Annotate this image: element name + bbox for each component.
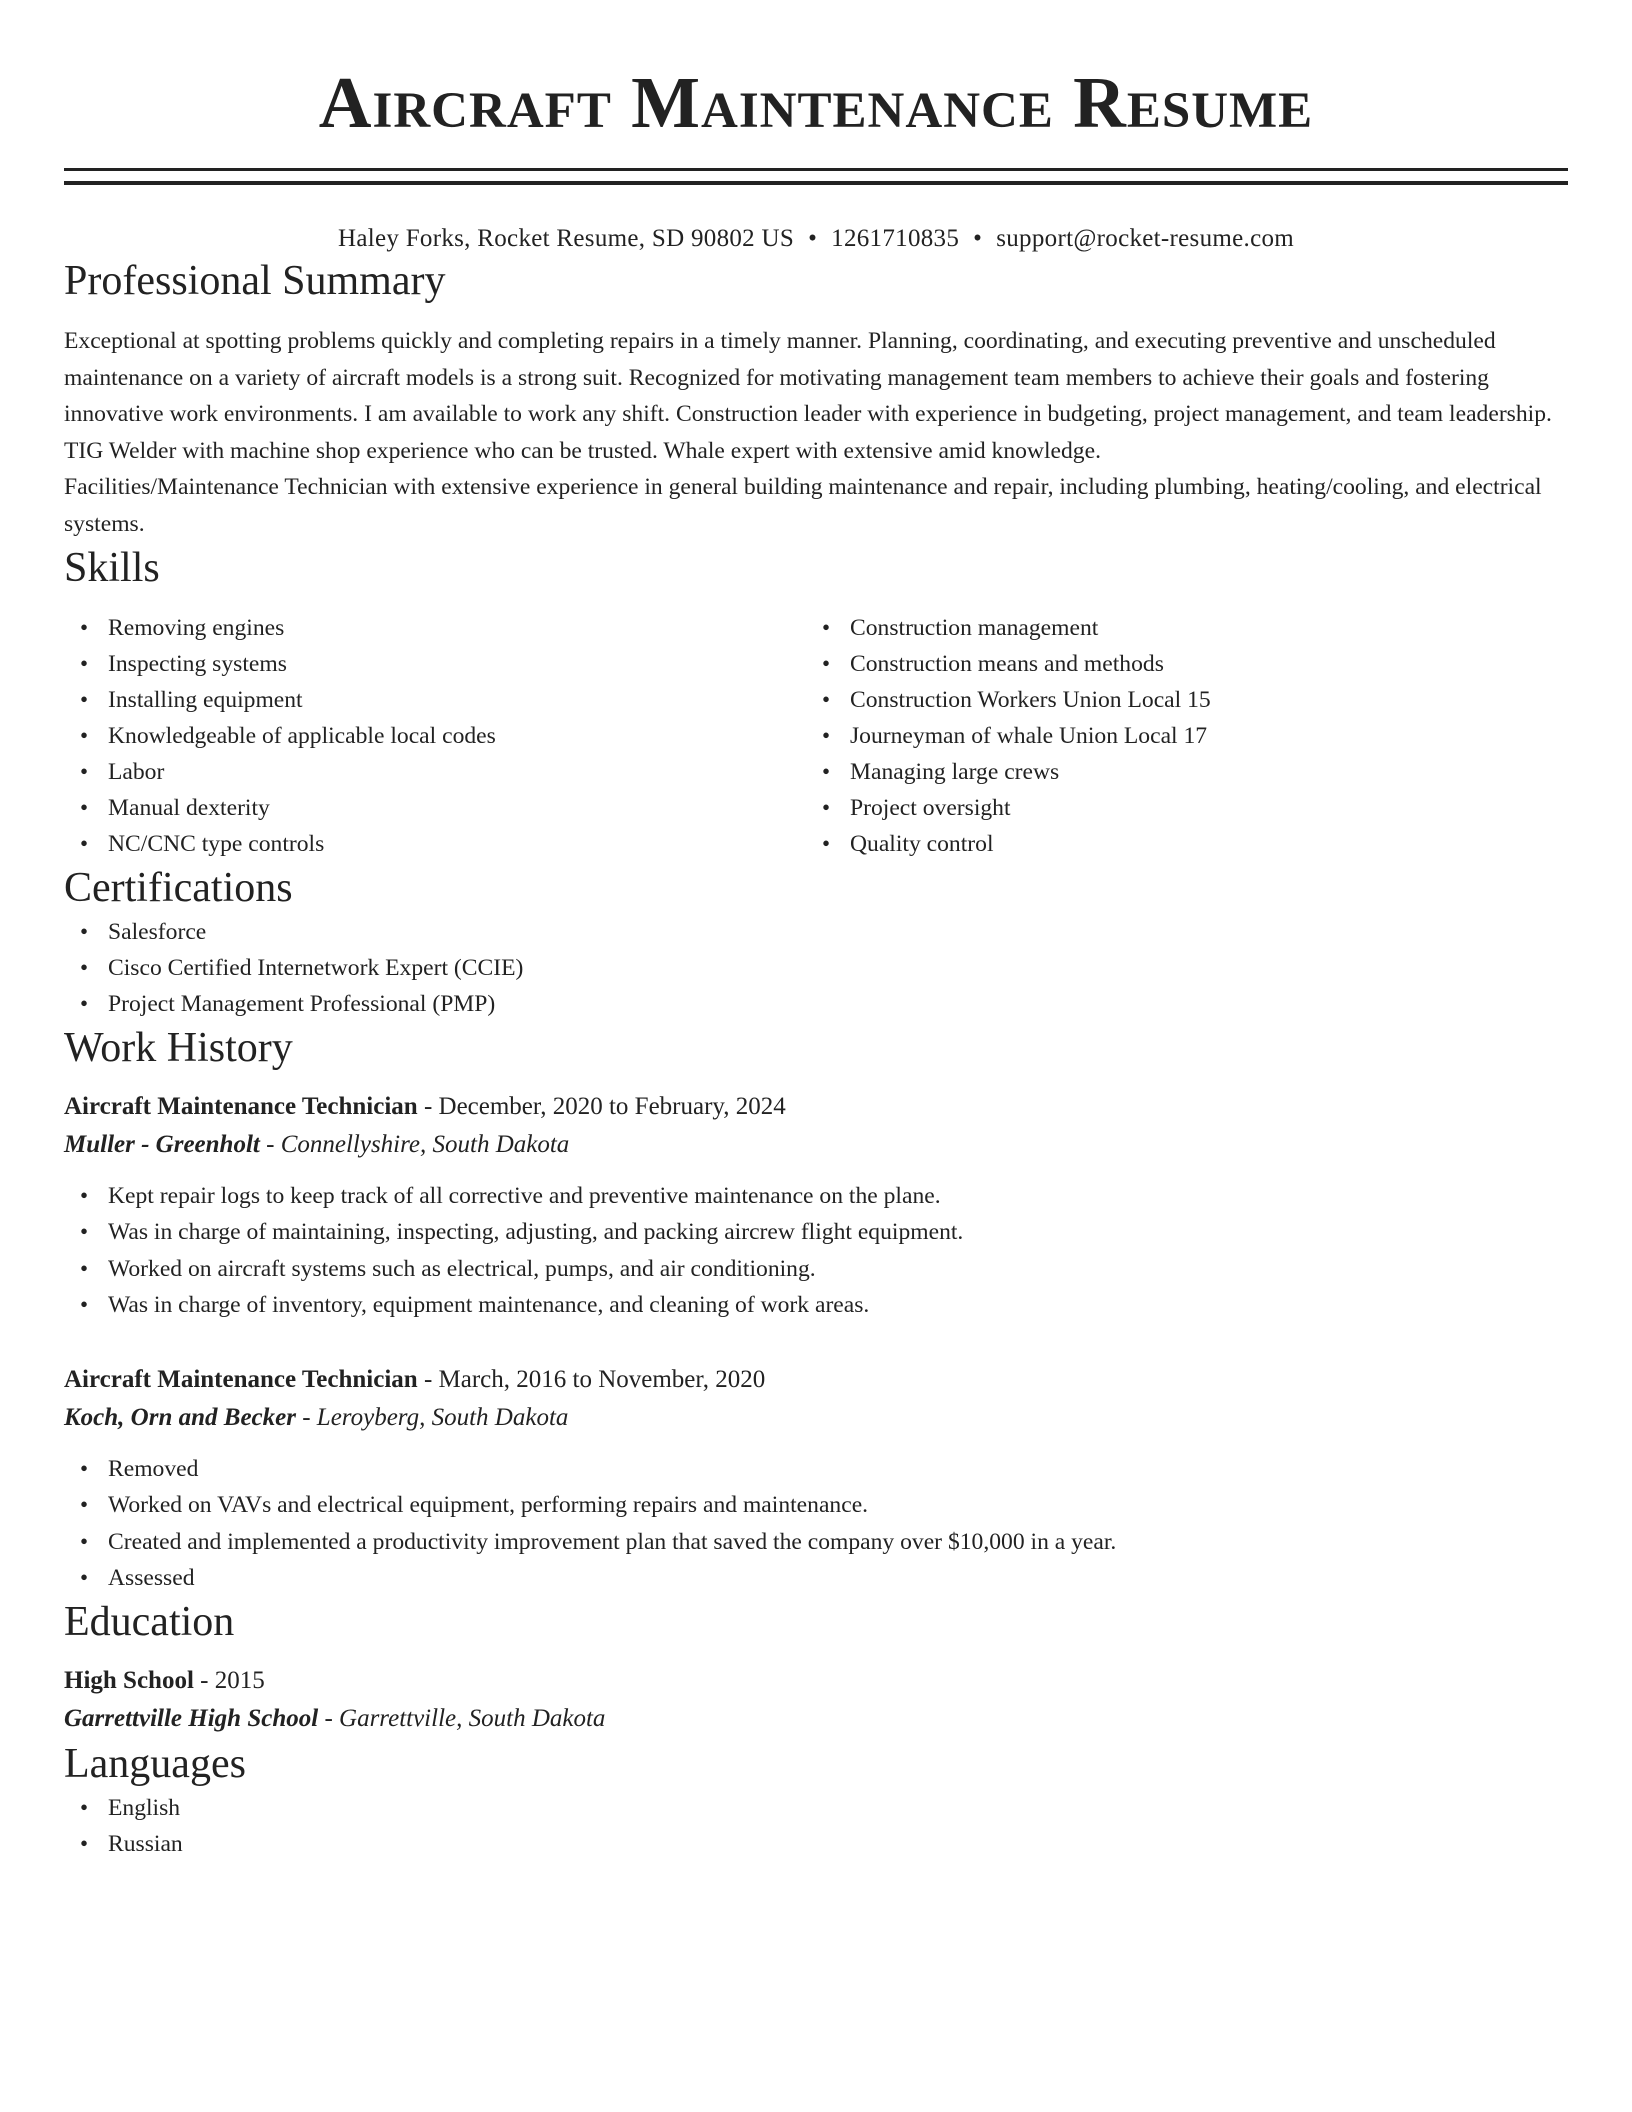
skill-item: • Knowledgeable of applicable local codes	[64, 718, 806, 754]
language-item: • Russian	[64, 1826, 1568, 1862]
job-duties-list	[64, 1178, 1568, 1323]
job-duty: • Created and implemented a productivity improvement plan that saved the company over $10,000 in a year.	[64, 1524, 1568, 1560]
education-school-line	[64, 1700, 1568, 1738]
skills-list-left	[64, 610, 806, 862]
job-duty: • Worked on VAVs and electrical equipment, performing repairs and maintenance.	[64, 1487, 1568, 1523]
job-title-line	[64, 1088, 1568, 1126]
job-company: Muller - Greenholt	[64, 1131, 260, 1158]
education-dash: -	[318, 1705, 340, 1733]
job-dates: December, 2020 to February, 2024	[438, 1093, 786, 1120]
skill-item: • Manual dexterity	[64, 790, 806, 826]
skills-list-right	[806, 610, 1548, 862]
resume-title: Aircraft Maintenance Resume	[318, 62, 1314, 143]
job-company: Koch, Orn and Becker	[64, 1404, 296, 1432]
job-duty: • Removed	[64, 1451, 1568, 1487]
skill-item: • Labor	[64, 754, 806, 790]
job-entry	[64, 1361, 1568, 1596]
job-location: Connellyshire, South Dakota	[280, 1131, 570, 1158]
skill-item: • Construction means and methods	[806, 646, 1548, 682]
education-year: 2015	[214, 1667, 265, 1695]
skill-item: • Managing large crews	[806, 754, 1548, 790]
job-dates: March, 2016 to November, 2020	[438, 1366, 766, 1394]
education-degree-line	[64, 1662, 1568, 1700]
language-item: • English	[64, 1790, 1568, 1826]
job-duty: • Worked on aircraft systems such as electrical, pumps, and air conditioning.	[64, 1251, 1568, 1287]
job-duty: • Was in charge of maintaining, inspecting, adjusting, and packing aircrew flight equipment.	[64, 1214, 1568, 1250]
summary-body	[64, 323, 1568, 542]
contact-email: support@rocket-resume.com	[996, 225, 1295, 252]
skill-item: • Quality control	[806, 826, 1548, 862]
contact-separator: •	[808, 225, 818, 252]
languages-heading: Languages	[64, 1741, 246, 1788]
job-dash: -	[259, 1131, 281, 1158]
summary-heading: Professional Summary	[64, 258, 446, 304]
job-entry	[64, 1088, 1568, 1323]
skill-item: • Project oversight	[806, 790, 1548, 826]
skill-item: • Removing engines	[64, 610, 806, 646]
certifications-heading: Certifications	[64, 865, 293, 911]
job-dash: -	[417, 1093, 439, 1120]
education-entry	[64, 1662, 1568, 1738]
skill-item: • Inspecting systems	[64, 646, 806, 682]
summary-paragraph: Exceptional at spotting problems quickly and completing repairs in a timely manner. Planning, coordinating, and executing preventive and unscheduled maintenance on a variety of aircraft models is a strong suit. Recognized for motivating management team members to achieve their goals and fostering innovative work environments. I am available to work any shift. Construction leader with experience in budgeting, project management, and team leadership. TIG Welder with machine shop experience who can be trusted. Whale expert with extensive amid knowledge.	[64, 328, 1552, 464]
job-duties-list	[64, 1451, 1568, 1596]
education-dash: -	[193, 1667, 215, 1695]
skill-item: • NC/CNC type controls	[64, 826, 806, 862]
job-title: Aircraft Maintenance Technician	[64, 1366, 418, 1394]
education-location: Garrettville, South Dakota	[339, 1705, 606, 1733]
skills-heading: Skills	[64, 545, 160, 591]
job-title: Aircraft Maintenance Technician	[64, 1093, 418, 1120]
skill-item: • Installing equipment	[64, 682, 806, 718]
certification-item: • Project Management Professional (PMP)	[64, 986, 1568, 1022]
job-duty: • Assessed	[64, 1560, 1568, 1596]
skill-item: • Journeyman of whale Union Local 17	[806, 718, 1548, 754]
contact-address: Haley Forks, Rocket Resume, SD 90802 US	[337, 225, 795, 252]
job-dash: -	[295, 1404, 317, 1432]
languages-list	[64, 1790, 1568, 1862]
job-title-line	[64, 1361, 1568, 1399]
contact-separator: •	[973, 225, 983, 252]
work-history-heading: Work History	[64, 1025, 293, 1071]
skills-columns	[64, 610, 1568, 862]
certification-item: • Salesforce	[64, 914, 1568, 950]
skill-item: • Construction Workers Union Local 15	[806, 682, 1548, 718]
job-location: Leroyberg, South Dakota	[316, 1404, 569, 1432]
job-company-line	[64, 1126, 1568, 1164]
education-heading: Education	[64, 1599, 235, 1646]
skill-item: • Construction management	[806, 610, 1548, 646]
job-duty: • Kept repair logs to keep track of all corrective and preventive maintenance on the plane.	[64, 1178, 1568, 1214]
job-company-line	[64, 1399, 1568, 1437]
education-school: Garrettville High School	[64, 1705, 319, 1733]
contact-line	[64, 223, 1568, 255]
contact-phone: 1261710835	[831, 225, 960, 252]
certification-item: • Cisco Certified Internetwork Expert (CCIE)	[64, 950, 1568, 986]
education-degree: High School	[64, 1667, 194, 1695]
summary-paragraph: Facilities/Maintenance Technician with extensive experience in general building maintenance and repair, including plumbing, heating/cooling, and electrical systems.	[64, 474, 1542, 537]
title-double-rule	[64, 168, 1568, 185]
job-duty: • Was in charge of inventory, equipment maintenance, and cleaning of work areas.	[64, 1287, 1568, 1323]
job-dash: -	[417, 1366, 439, 1394]
certifications-list	[64, 914, 1568, 1022]
